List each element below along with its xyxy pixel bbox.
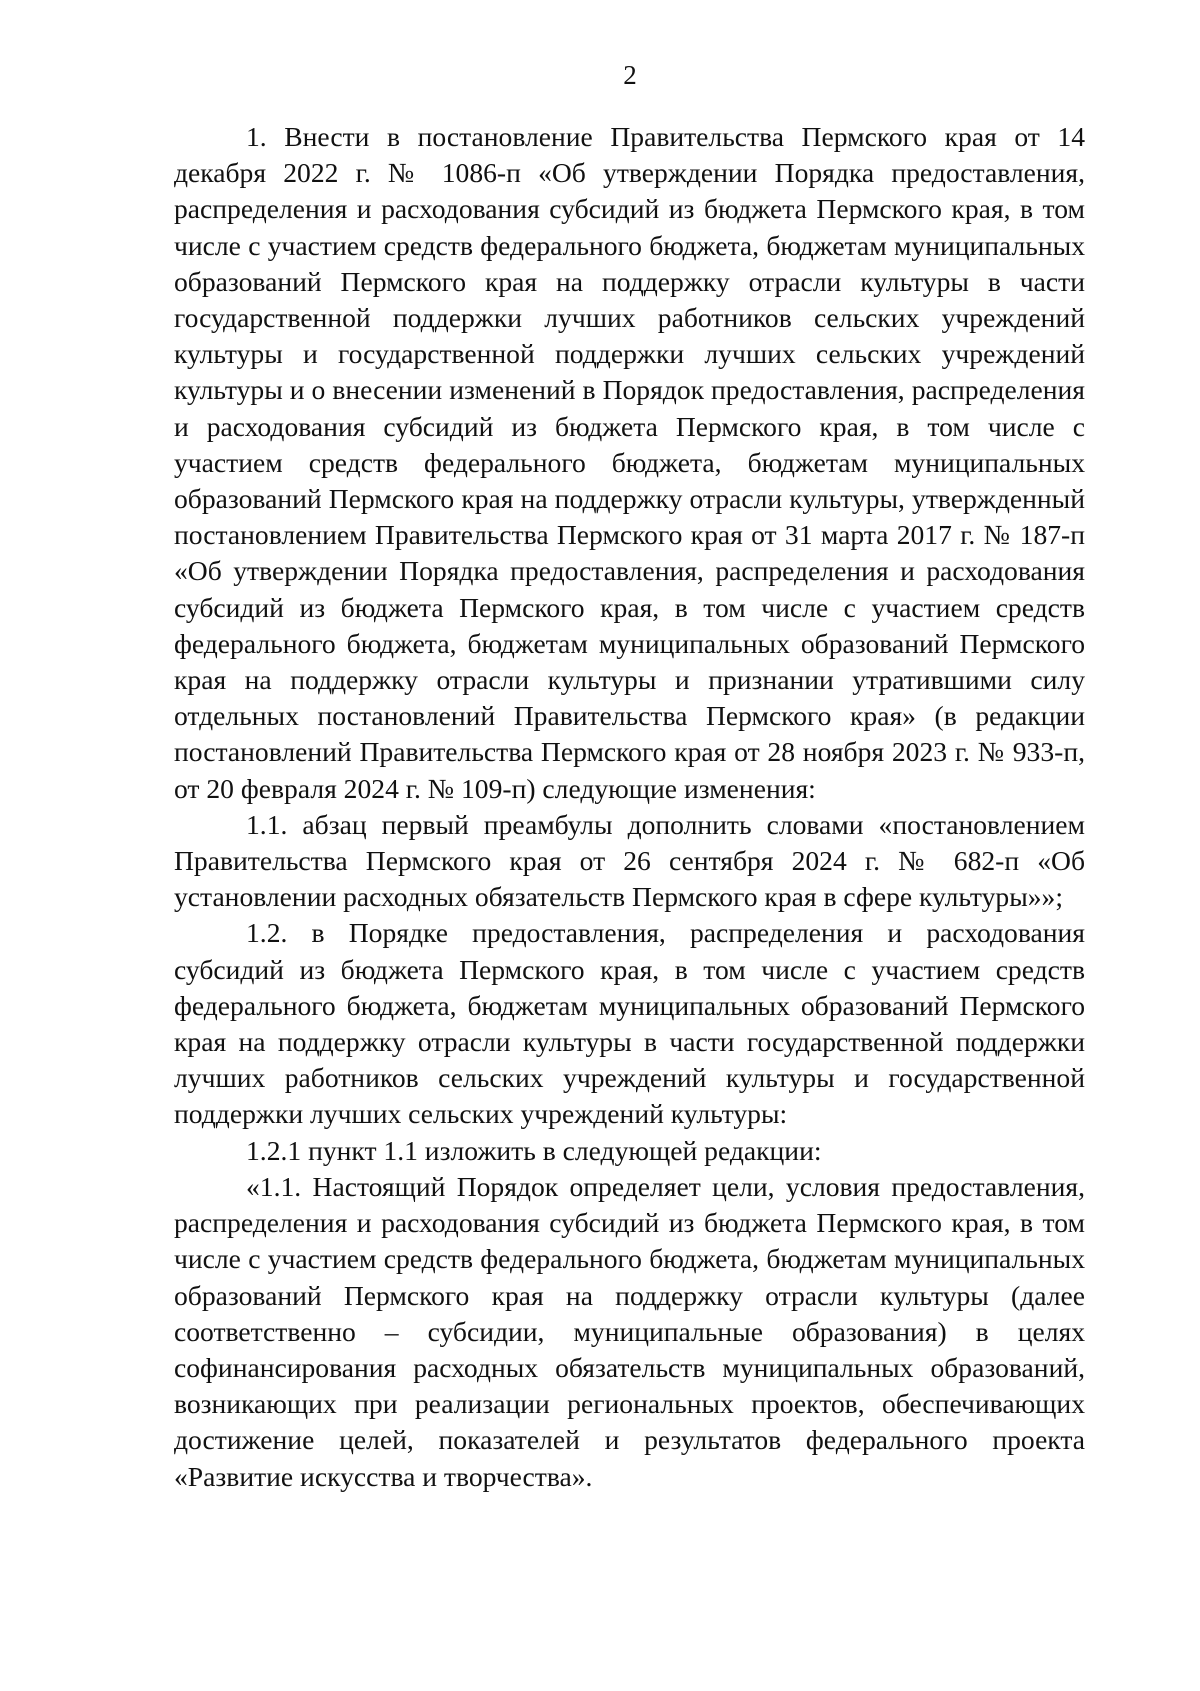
paragraph-item-1: 1. Внести в постановление Правительства Пермского края от 14 декабря 2022 г. № 1086-п «Об утверждении Порядка предоставления, распределения и расходования субсидий из бюджета Пермского края, в том числе с участием средств федерального бюджета, бюджетам муниципальных образований Пермского края на поддержку отрасли культуры в части государственной поддержки лучших работников сельских учреждений культуры и государственной поддержки лучших сельских учреждений культуры и о внесении изменений в Порядок предоставления, распределения и расходования субсидий из бюджета Пермского края, в том числе с участием средств федерального бюджета, бюджетам муниципальных образований Пермского края на поддержку отрасли культуры, утвержденный постановлением Правительства Пермского края от 31 марта 2017 г. № 187-п «Об утверждении Порядка предоставления, распределения и расходования субсидий из бюджета Пермского края, в том числе с участием средств федерального бюджета, бюджетам муниципальных образований Пермского края на поддержку отрасли культуры и признании утратившими силу отдельных постановлений Правительства Пермского края» (в редакции постановлений Правительства Пермского края от 28 ноября 2023 г. № 933-п, от 20 февраля 2024 г. № 109-п) следующие изменения: (174, 121, 1085, 804)
paragraph-item-1-2-1: 1.2.1 пункт 1.1 изложить в следующей редакции: (246, 1134, 822, 1166)
paragraph-item-1-2: 1.2. в Порядке предоставления, распределения и расходования субсидий из бюджета Пермского края, в том числе с участием средств федерального бюджета, бюджетам муниципальных образований Пермского края на поддержку отрасли культуры в части государственной поддержки лучших работников сельских учреждений культуры и государственной поддержки лучших сельских учреждений культуры: (174, 917, 1085, 1130)
paragraph-item-1-1: 1.1. абзац первый преамбулы дополнить словами «постановлением Правительства Пермского края от 26 сентября 2024 г. № 682-п «Об установлении расходных обязательств Пермского края в сфере культуры»»; (174, 808, 1085, 913)
page-number: 2 (623, 60, 637, 90)
paragraph-quoted-1-1: «1.1. Настоящий Порядок определяет цели, условия предоставления, распределения и расходования субсидий из бюджета Пермского края, в том числе с участием средств федерального бюджета, бюджетам муниципальных образований Пермского края на поддержку отрасли культуры (далее соответственно – субсидии, муниципальные образования) в целях софинансирования расходных обязательств муниципальных образований, возникающих при реализации региональных проектов, обеспечивающих достижение целей, показателей и результатов федерального проекта «Развитие искусства и творчества». (174, 1170, 1085, 1492)
document-body (174, 119, 1085, 1495)
